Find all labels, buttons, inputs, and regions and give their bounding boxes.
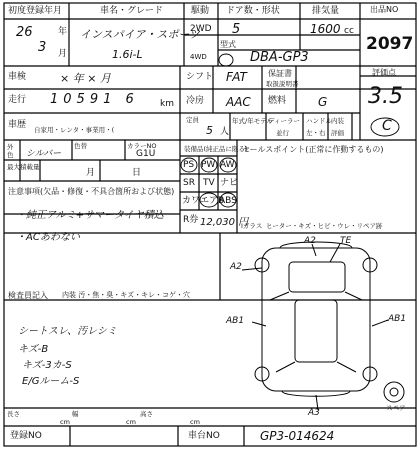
color-no-value: G1U xyxy=(136,149,156,159)
color-no-label: カラーNO xyxy=(127,142,157,150)
lot-label: 出品NO xyxy=(370,5,399,14)
width-unit: cm xyxy=(126,418,136,426)
month-unit: 月 xyxy=(58,49,68,59)
mileage-value: 10591 6 xyxy=(50,92,139,107)
warranty-sub: 取扱説明書 xyxy=(266,80,299,88)
chassis-label: 車台NO xyxy=(188,431,220,441)
equip-airbag: エアB xyxy=(200,196,225,206)
cc-unit: cc xyxy=(344,26,354,36)
spare-label: スペア xyxy=(386,404,406,412)
interior-label: 内装 xyxy=(331,117,344,125)
capacity-unit: 人 xyxy=(220,127,230,137)
equip-sr: SR xyxy=(183,178,195,188)
year-unit: 年 xyxy=(58,27,68,37)
length-unit: cm xyxy=(60,418,70,426)
shaken-label: 車検 xyxy=(8,72,27,82)
glass-label: Iガラス xyxy=(241,222,263,230)
equip-abs: ABS xyxy=(219,196,237,206)
reg-month: 3 xyxy=(38,40,47,55)
grade: 1.6i-L xyxy=(112,48,143,61)
fuel-value: G xyxy=(318,95,328,109)
length-label: 長さ xyxy=(7,410,20,418)
car-name: インスパイア・スポーツ xyxy=(80,28,200,41)
height-unit: cm xyxy=(190,418,200,426)
year-model-label: 年式/年モデル xyxy=(232,117,273,125)
drive-2wd: 2WD xyxy=(190,24,212,34)
inspector-label: 検査員記入 xyxy=(8,291,48,300)
shift-label: シフト xyxy=(186,72,214,82)
note-line-1: ・純正アルミ+サマータイヤ積込 xyxy=(16,210,164,221)
notes-title: 注意事項(欠品・修復・不具合箇所および状態) xyxy=(8,187,175,196)
car-diagram xyxy=(242,242,407,410)
shaken-value: × 年 × 月 xyxy=(60,72,111,85)
displacement-label: 排気量 xyxy=(312,6,340,16)
reg-no-label: 登録NO xyxy=(10,431,42,441)
model-label: 型式 xyxy=(220,40,236,49)
mark-ab1-left: AB1 xyxy=(226,316,245,326)
mileage-label: 走行 xyxy=(8,95,27,105)
day-box-label: 日 xyxy=(132,168,142,178)
height-label: 高さ xyxy=(140,410,153,418)
mark-a2-left: A2 xyxy=(230,262,242,272)
remarks-line-2: キズ-B xyxy=(18,344,49,355)
doors-label: ドア数・形状 xyxy=(226,6,280,16)
r-ticket-label: R券 xyxy=(183,215,199,225)
car-name-label: 車名・グレード xyxy=(100,6,164,16)
equip-leather: カワ xyxy=(182,196,201,206)
capacity-label: 定員 xyxy=(186,116,199,124)
lot-number: 2097 xyxy=(366,34,414,54)
score-value: 3.5 xyxy=(368,84,403,109)
glass-value: ヒーター・キズ・ヒビ・ウレ・リペア跡 xyxy=(266,222,383,230)
width-label: 幅 xyxy=(72,410,79,418)
displacement-value: 1600 xyxy=(310,22,341,36)
selling-points-title: セールスポイント(正常に作動するもの) xyxy=(242,145,384,154)
color-change-label: 色替 xyxy=(74,142,87,150)
interior-score: C xyxy=(382,118,392,134)
interior-options: 内装 汚・焦・臭・キズ・キレ・コゲ・穴 xyxy=(62,291,191,299)
handle-value: 左・右 xyxy=(306,129,326,137)
history-options: 自家用・レンタ・事業用・( xyxy=(34,126,115,134)
chassis-value: GP3-014624 xyxy=(260,429,335,443)
mark-a3: A3 xyxy=(308,408,320,418)
mark-ab1-right: AB1 xyxy=(388,314,407,324)
ac-label: 冷房 xyxy=(186,96,205,106)
fuel-label: 燃料 xyxy=(268,96,287,106)
remarks-line-3: キズ-3カ-S xyxy=(22,360,72,371)
warranty-label: 保証書 xyxy=(268,69,292,78)
drive-label: 駆動 xyxy=(191,6,210,16)
equipment-title: 装備品(純正品に限る) xyxy=(184,145,248,153)
mark-te: TE xyxy=(340,236,352,246)
doors-value: 5 xyxy=(232,22,241,37)
ac-value: AAC xyxy=(226,95,251,109)
load-label: 最大積載量 xyxy=(7,163,40,171)
equip-ps: PS xyxy=(183,160,195,170)
mileage-unit: km xyxy=(160,99,174,109)
drive-4wd: 4WD xyxy=(190,53,207,61)
equip-aw: AW xyxy=(220,160,235,170)
handle-label: ハンドル xyxy=(306,117,332,125)
equip-navi: ナビ xyxy=(220,178,239,188)
ext-color-value: シルバー xyxy=(26,149,62,159)
remarks-line-4: E/Gルーム-S xyxy=(22,376,80,387)
note-line-2: ・ACあわない xyxy=(16,232,80,243)
history-label: 車歴 xyxy=(8,120,27,130)
equip-pw: PW xyxy=(201,160,216,170)
r-ticket-value: 12,030 円 xyxy=(200,217,249,228)
ext-color-label: 外色 xyxy=(7,143,14,159)
first-reg-label: 初度登録年月 xyxy=(8,6,63,16)
remarks-line-1: シートスレ、汚レシミ xyxy=(18,326,117,337)
equip-tv: TV xyxy=(203,178,215,188)
reg-year: 26 xyxy=(16,25,33,40)
interior-sub: 評価 xyxy=(331,129,344,137)
month-box-label: 月 xyxy=(86,168,96,178)
mark-a2-top: A2 xyxy=(304,236,316,246)
model-value: DBA-GP3 xyxy=(250,50,309,65)
grade-score-label: 評価点 xyxy=(372,68,396,77)
dealer-value: 並行 xyxy=(276,129,289,137)
dealer-label: ディーラー xyxy=(268,117,300,125)
capacity-value: 5 xyxy=(206,124,213,137)
shift-value: FAT xyxy=(226,70,247,84)
